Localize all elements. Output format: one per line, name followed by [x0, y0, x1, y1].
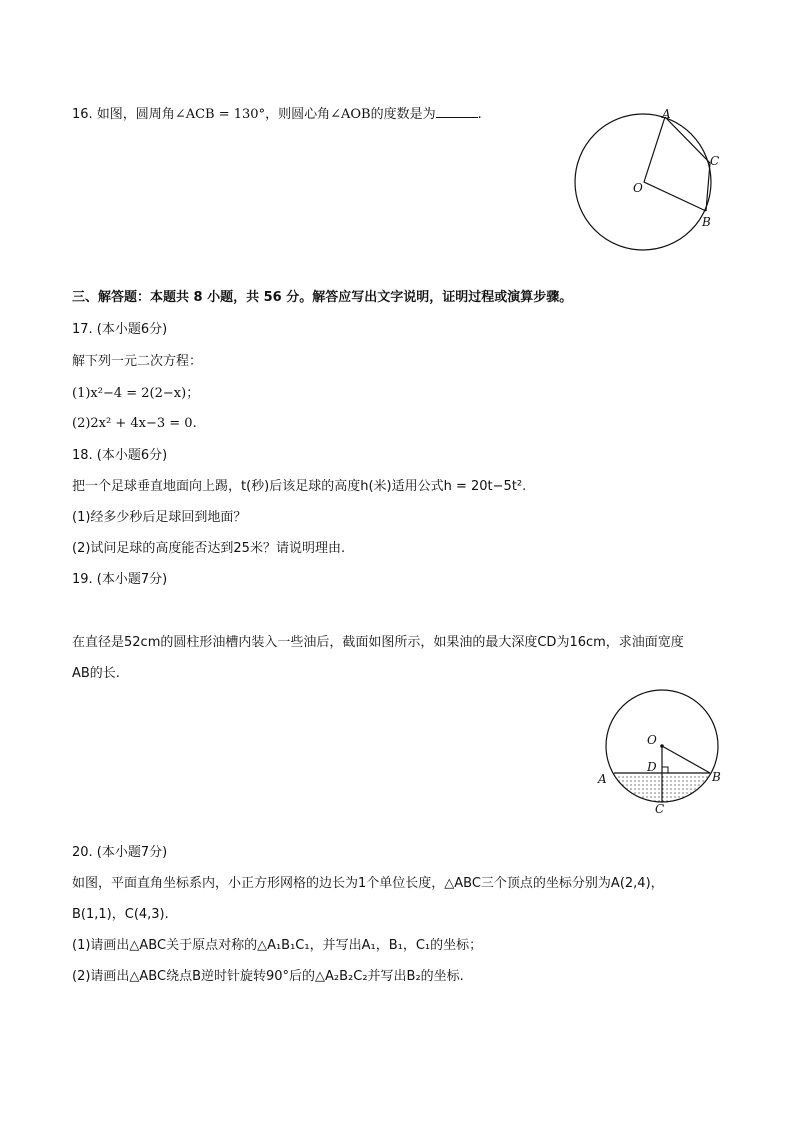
q18-part2: (2)试问足球的高度能否达到25米？请说明理由. — [72, 541, 346, 556]
q20-line2: B(1,1)，C(4,3). — [72, 907, 169, 922]
q20-part2: (2)请画出△ABC绕点B逆时针旋转90°后的△A₂B₂C₂并写出B₂的坐标. — [72, 969, 464, 984]
q19-label-c: C — [655, 802, 665, 816]
q19-radius-ob — [662, 746, 710, 773]
q20-line1: 如图，平面直角坐标系内，小正方形网格的边长为1个单位长度，△ABC三个顶点的坐标分别为A(2,4)， — [72, 876, 664, 891]
q16-label-a: A — [662, 107, 671, 121]
q19-label-o: O — [647, 733, 657, 747]
q19-label-d: D — [647, 760, 657, 774]
q19-right-angle-mark — [662, 767, 668, 773]
q17-header: 17. (本小题6分) — [72, 322, 168, 337]
q17-part1: (1)x²−4 = 2(2−x)； — [72, 386, 200, 401]
q19-header: 19. (本小题7分) — [72, 572, 168, 587]
q16-label-b: B — [702, 215, 711, 229]
section3-title: 三、解答题：本题共 8 小题，共 56 分。解答应写出文字说明，证明过程或演算步骤。 — [72, 290, 573, 305]
q18-header: 18. (本小题6分) — [72, 448, 168, 463]
q18-intro: 把一个足球垂直地面向上踢，t(秒)后该足球的高度h(米)适用公式h = 20t−5t². — [72, 479, 527, 494]
q16-angle-aob: ∠AOB — [330, 107, 371, 122]
q19-oil-tank-figure — [590, 688, 730, 818]
q19-label-b: B — [712, 770, 721, 784]
q19-line1: 在直径是52cm的圆柱形油槽内装入一些油后，截面如图所示，如果油的最大深度CD为16cm，求油面宽度 — [72, 635, 684, 650]
q16-end: . — [477, 107, 482, 122]
q16-label-o: O — [633, 181, 643, 195]
q20-header: 20. (本小题7分) — [72, 845, 168, 860]
q19-label-a: A — [598, 772, 607, 786]
q16-angle-acb: ∠ACB = 130° — [174, 107, 266, 122]
q17-intro: 解下列一元二次方程： — [72, 354, 203, 369]
q16-text-middle: ，则圆心角 — [265, 107, 331, 122]
q16-circle-figure — [570, 105, 730, 255]
q17-part2: (2)2x² + 4x−3 = 0. — [72, 416, 197, 431]
q16-text-after: 的度数是为 — [370, 107, 436, 122]
q16-answer-blank — [436, 103, 478, 118]
q18-part1: (1)经多少秒后足球回到地面？ — [72, 510, 247, 525]
q16-text — [72, 103, 482, 125]
q19-center-point — [660, 744, 664, 748]
q16-central-angle — [644, 117, 706, 211]
q16-circle — [575, 114, 711, 250]
q16-text-before: 16. 如图，圆周角 — [72, 107, 175, 122]
q19-line2: AB的长. — [72, 666, 120, 681]
q16-label-c: C — [710, 154, 720, 168]
q20-part1: (1)请画出△ABC关于原点对称的△A₁B₁C₁，并写出A₁，B₁，C₁的坐标； — [72, 938, 483, 953]
